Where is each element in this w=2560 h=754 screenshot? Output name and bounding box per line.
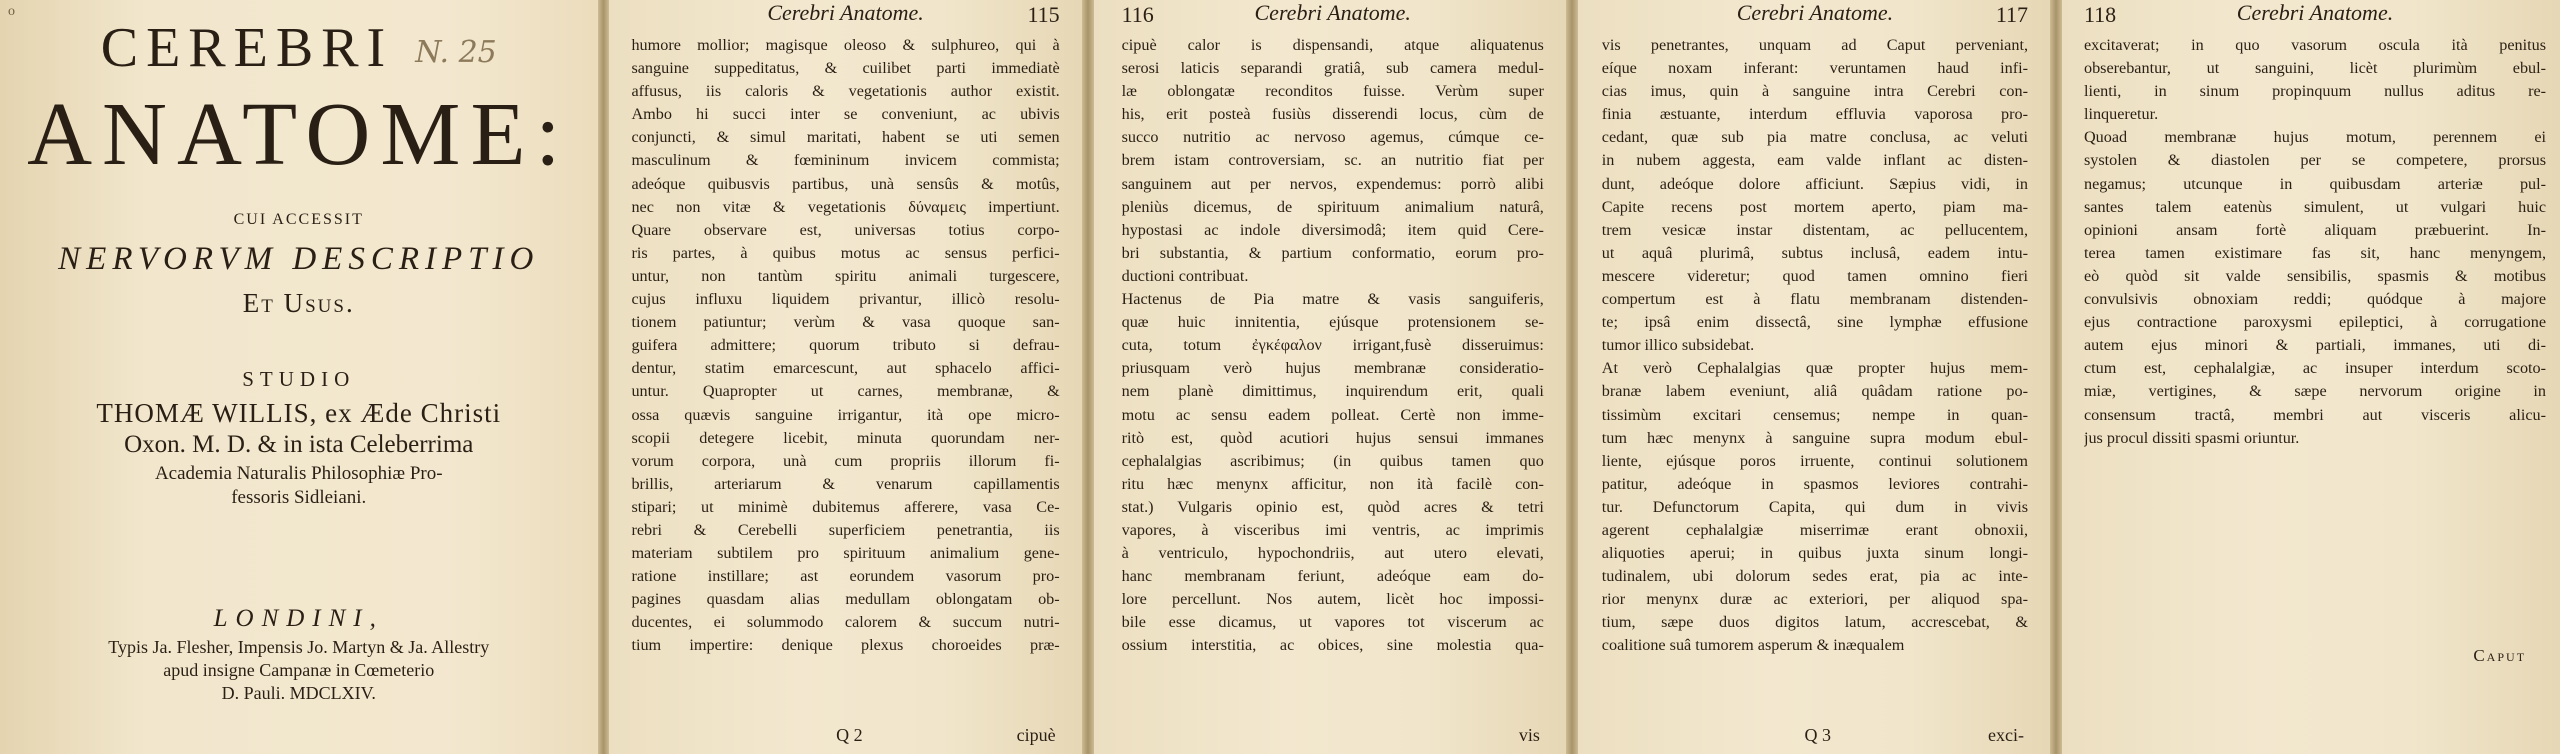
page-118 — [2062, 0, 2560, 754]
text-line: nec non vitæ & vegetationis δύναμεις impertiunt. — [631, 197, 1060, 216]
text-line: coalitione suâ tumorem asperum & inæqualem — [1601, 636, 1905, 655]
text-line: vis penetrantes, unquam ad Caput perveniant, — [1601, 36, 2029, 54]
text-line: ut aquâ plurimâ, subtus inclusâ, eadem intu- — [1601, 243, 2029, 262]
text-line: ritu hæc menynx afficitur, non ità facilè con- — [1121, 474, 1544, 493]
page-footer — [1094, 722, 1566, 746]
text-line: sanguine suppeditatus, & cuilibet parti immediatè — [631, 59, 1060, 78]
page-body-text — [1122, 34, 1544, 658]
text-line: liente, ejúsque poros irruente, continui solutionem — [1601, 451, 2029, 470]
running-title: Cerebri Anatome. — [1254, 0, 1411, 25]
text-line: guifera admittere; quorum tributo si defrau- — [631, 336, 1060, 355]
text-line: bile esse dicamus, ut vapores tot viscerum ac — [1121, 613, 1544, 632]
manuscript-note: N. 25 — [415, 35, 497, 71]
running-title: Cerebri Anatome. — [767, 0, 924, 25]
academia-line: Academia Naturalis Philosophiæ Pro- — [154, 463, 443, 485]
page-115 — [609, 0, 1081, 754]
text-line: convulsivis obnoxiam reddi; quódque à majore — [2083, 290, 2547, 309]
signature-mark: Q 3 — [1804, 725, 1831, 745]
page-footer — [1578, 722, 2050, 746]
page-header — [1602, 0, 2028, 34]
text-line: untur. Quapropter ut carnes, membranæ, & — [631, 382, 1060, 401]
catchword: vis — [1518, 725, 1540, 745]
signature-mark: Q 2 — [836, 725, 863, 745]
imprint-londini: LONDINI, — [213, 605, 384, 633]
text-line: ritò est, quòd acutiori hujus sensui immanes — [1121, 428, 1544, 447]
page-header — [1122, 0, 1544, 34]
gutter — [1082, 0, 1094, 754]
text-line: ossium interstitia, ac obices, sine molestia qua- — [1121, 636, 1544, 655]
title-page — [0, 0, 598, 754]
text-line: brem istam controversiam, sc. an nutritio fiat per — [1121, 151, 1544, 170]
text-line: Ambo hi succi inter se conveniunt, ac ubivis — [631, 105, 1060, 124]
text-line: hanc membranam feriunt, adeóque eam do- — [1121, 567, 1544, 586]
text-line: ejus contractione paroxysmi epileptici, à corrugatione — [2083, 313, 2547, 332]
text-line: opinioni ansam fortè aliquam præbuerint. In- — [2083, 220, 2547, 239]
text-line: ducentes, ei solummodo calorem & succum nutri- — [631, 613, 1060, 632]
text-line: tionem patiuntur; verùm & vasa quoque san- — [631, 313, 1060, 332]
text-line: cipuè calor is dispensandi, atque aliquatenus — [1121, 36, 1544, 54]
page-footer — [609, 722, 1081, 746]
professoris-line: fessoris Sidleiani. — [231, 487, 367, 509]
text-line: consensum tractâ, membri aut visceris alicu- — [2083, 405, 2547, 424]
text-line: negamus; utcunque in quibusdam arteriæ pul- — [2083, 174, 2547, 193]
title-word-cerebri: CEREBRI — [100, 17, 394, 79]
text-line: Capite recens post mortem aperto, piam ma- — [1601, 197, 2029, 216]
text-line: affusus, iis caloris & vegetationis author existit. — [631, 82, 1060, 101]
nervorum-descriptio: NERVORVM DESCRIPTIO — [58, 241, 540, 278]
studio: STUDIO — [242, 367, 356, 392]
text-line: tudinalem, ubi dolorum sedes erat, pia ac inte- — [1601, 567, 2029, 586]
text-line: in nubem aggesta, eam valde inflant ac disten- — [1601, 151, 2029, 170]
text-line: cedant, quæ sub pia matre conclusa, ac veluti — [1601, 128, 2029, 147]
text-line: materiam subtilem pro spirituum animalium gene- — [631, 544, 1060, 563]
text-line: bri substantia, & partium conformatio, eorum pro- — [1121, 243, 1544, 262]
text-line: Quare observare est, universas totius corpo- — [631, 220, 1060, 239]
page-number: 115 — [1027, 2, 1060, 27]
imprint-pauli: D. Pauli. MDCLXIV. — [221, 683, 376, 704]
text-line: cephalalgias ascribimus; (in quibus tamen quo — [1121, 451, 1544, 470]
text-line: trem vesicæ instar distentam, ac pellucentem, — [1601, 220, 2029, 239]
text-line: ductioni contribuat. — [1121, 266, 1249, 285]
imprint-typis: Typis Ja. Flesher, Impensis Jo. Martyn & Ja. Allestry — [108, 637, 490, 658]
page-header — [2084, 0, 2546, 34]
text-line: ossa quævis sanguine irrigantur, ità ope micro- — [631, 405, 1060, 424]
page-number: 116 — [1121, 2, 1154, 27]
page-body-text — [2084, 34, 2546, 450]
text-line: masculinum & fœmininum invicem commista; — [631, 151, 1060, 170]
text-line: obserebantur, ut sanguini, licèt plurimùm ebul- — [2083, 59, 2547, 78]
text-line: excitaverat; in quo vasorum oscula ità penitus — [2083, 36, 2547, 54]
et-usus: Et Usus. — [242, 288, 355, 319]
text-line: aliquoties aperui; in quibus juxta sinum longi- — [1601, 544, 2029, 563]
text-line: hypostasi ac indole diversimodâ; item quid Cere- — [1121, 220, 1544, 239]
catchword: Caput — [2473, 646, 2527, 665]
text-line: mescere videretur; quod tamen omnino fieri — [1601, 266, 2029, 285]
text-line: patitur, adeóque in spasmos leviores contrahi- — [1601, 474, 2029, 493]
text-line: untur, non tantùm spiritu animali turgescere, — [631, 266, 1060, 285]
text-line: tur. Defunctorum Capita, qui dum in vivis — [1601, 497, 2029, 516]
text-line: stipari; ut minimè dubitemus afferere, vasa Ce- — [631, 497, 1060, 516]
text-line: systolen & diastolen per se competere, prorsus — [2083, 151, 2547, 170]
text-line: lienti, in sinum propinquum nullus aditus re- — [2083, 82, 2547, 101]
gutter — [598, 0, 610, 754]
oxon-line: Oxon. M. D. & in ista Celeberrima — [124, 431, 474, 459]
text-line: pagines quasdam alias medullam oblongatam ob- — [631, 590, 1060, 609]
text-line: agerent cephalalgiæ miserrimæ erant obnoxii, — [1601, 520, 2029, 539]
text-line: vapores, à visceribus imi ventris, ac imprimis — [1121, 520, 1544, 539]
text-line: brillis, arteriarum & venarum capillamentis — [631, 474, 1060, 493]
text-line: Hactenus de Pia matre & vasis sanguiferis, — [1121, 290, 1544, 309]
catchword: exci- — [1988, 725, 2025, 745]
text-line: cias imus, quin à sanguine intra Cerebri con- — [1601, 82, 2029, 101]
text-line: quæ huic innitentia, ejúsque protensionem se- — [1121, 313, 1544, 332]
text-line: adeóque quibusvis partibus, unà sensûs & motûs, — [631, 174, 1060, 193]
text-line: branæ labem eveniunt, aliâ quâdam ratione po- — [1601, 382, 2029, 401]
text-line: eíque noxam inferant: veruntamen haud infi- — [1601, 59, 2029, 78]
text-line: læ oblongatæ reconditos fuisse. Verùm super — [1121, 82, 1544, 101]
imprint-apud: apud insigne Campanæ in Cœmeterio — [163, 660, 435, 681]
text-line: terea tamen existimare fas sit, hanc menyngem, — [2083, 243, 2547, 262]
page-number: 118 — [2083, 2, 2117, 27]
text-line: motu ac sensu eadem polleat. Certè non imme- — [1121, 405, 1544, 424]
text-line: succo nutritio ac nervoso agemus, cúmque ce- — [1121, 128, 1544, 147]
text-line: conjuncti, & simul maritati, habent se uti semen — [631, 128, 1060, 147]
text-line: tumor illico subsidebat. — [1601, 336, 1755, 355]
text-line: humore mollior; magisque oleoso & sulphureo, qui à — [631, 36, 1060, 54]
text-line: ratione instillare; ast eorundem vasorum pro- — [631, 567, 1060, 586]
text-line: his, erit posteà fusiùs disserendi locus, cùm de — [1121, 105, 1544, 124]
catchword: cipuè — [1016, 725, 1056, 745]
text-line: cuta, totum ἐγκέφαλον irrigant,fusè disseruimus: — [1121, 336, 1544, 355]
text-line: autem ejus minori & partiali, immanes, uti di- — [2083, 336, 2547, 355]
text-line: santes talem eatenùs simulent, ut vulgari huic — [2083, 197, 2547, 216]
gutter — [1566, 0, 1578, 754]
text-line: ris partes, à quibus motus ac sensus perfici- — [631, 243, 1060, 262]
cui-accessit: CUI ACCESSIT — [233, 211, 364, 229]
running-title: Cerebri Anatome. — [2236, 0, 2394, 25]
text-line: à ventriculo, hypochondriis, aut utero elevati, — [1121, 544, 1544, 563]
text-line: linqueretur. — [2083, 105, 2159, 124]
text-line: priusquam verò hujus membranæ consideratio- — [1121, 359, 1544, 378]
title-cerebri — [0, 18, 598, 83]
text-line: lore percellunt. Nos autem, licèt hoc impossi- — [1121, 590, 1544, 609]
text-line: cujus influxu liquidem privantur, illicò resolu- — [631, 290, 1060, 309]
page-116 — [1094, 0, 1566, 754]
text-line: rior menynx duræ ac exteriori, per aliquod spa- — [1601, 590, 2029, 609]
running-title: Cerebri Anatome. — [1736, 0, 1894, 25]
text-line: pleniùs dicemus, de spirituum animalium naturâ, — [1121, 197, 1544, 216]
text-line: tium, sæpe duos digitos latum, accrescebat, & — [1601, 613, 2029, 632]
corner-mark: o — [8, 4, 15, 19]
title-anatome: ANATOME: — [27, 85, 571, 185]
text-line: sanguinem aut per nervos, expendemus: porrò alibi — [1121, 174, 1544, 193]
text-line: scopii detegere licebit, minuta quorundam ner- — [631, 428, 1060, 447]
text-line: stat.) Vulgaris opinio est, quòd acres & tetri — [1121, 497, 1544, 516]
text-line: finia æstuante, interdum effluvia vaporosa pro- — [1601, 105, 2029, 124]
gutter — [2050, 0, 2062, 754]
page-body-text — [1602, 34, 2028, 658]
text-line: compertum est à flatu membranam distenden- — [1601, 290, 2029, 309]
text-line: vorum corpora, unà cum propriis illorum fi- — [631, 451, 1060, 470]
text-line: rebri & Cerebelli superficiem penetrantia, iis — [631, 520, 1060, 539]
text-line: eò quòd sit valde sensibilis, spasmis & motibus — [2083, 266, 2547, 285]
text-line: At verò Cephalalgias quæ propter hujus mem- — [1601, 359, 2029, 378]
page-117 — [1578, 0, 2050, 754]
text-line: dunt, adeóque dolore afficiunt. Sæpius vidi, in — [1601, 174, 2029, 193]
text-line: te; ipsâ enim dissectâ, sine lymphæ effusione — [1601, 313, 2029, 332]
text-line: tum hæc menynx à sanguine supra modum ebul- — [1601, 428, 2029, 447]
text-line: tissimùm excitari censemus; nempe in quan- — [1601, 405, 2029, 424]
text-line: dentur, statim emarcescunt, aut sphacelo affici- — [631, 359, 1060, 378]
page-body-text — [631, 34, 1059, 658]
text-line: serosi laticis separandi gratiâ, sub camera medul- — [1121, 59, 1544, 78]
text-line: ctum est, cephalalgiæ, ac insuper interdum scoto- — [2083, 359, 2547, 378]
text-line: nem planè dimittimus, inquirendum erit, quali — [1121, 382, 1544, 401]
text-line: jus procul dissiti spasmi oriuntur. — [2083, 428, 2300, 447]
text-line: Quoad membranæ hujus motum, perennem ei — [2083, 128, 2547, 147]
author-line: THOMÆ WILLIS, ex Æde Christi — [96, 398, 502, 429]
text-line: tium impertire: denique plexus choroeides præ- — [631, 636, 1060, 655]
page-header — [631, 0, 1059, 34]
text-line: miæ, vertigines, & sæpe nervorum origine in — [2083, 382, 2547, 401]
page-number: 117 — [1995, 2, 2029, 27]
